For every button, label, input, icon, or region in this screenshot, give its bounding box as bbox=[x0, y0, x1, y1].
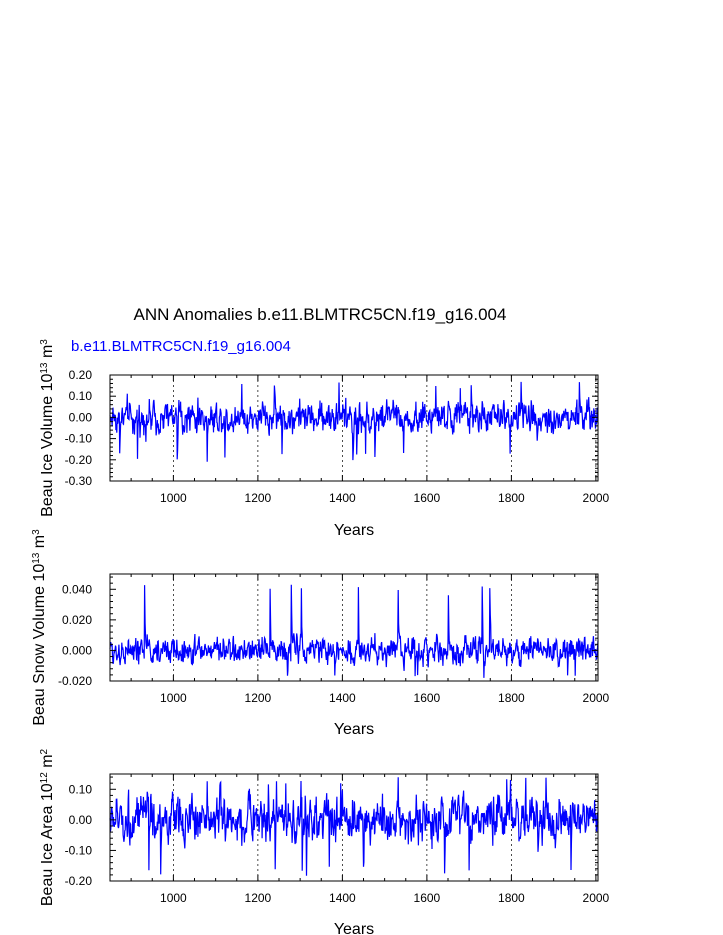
series-line bbox=[110, 382, 598, 462]
x-tick-label: 1800 bbox=[498, 491, 525, 505]
y-tick-label: 0.10 bbox=[68, 389, 92, 404]
y-axis-title: Beau Ice Volume $10^{13}$ $m^3$ bbox=[38, 339, 56, 517]
x-tick-label: 2000 bbox=[582, 891, 610, 905]
chart-title: ANN Anomalies b.e11.BLMTRC5CN.f19_g16.004 bbox=[133, 305, 507, 324]
x-tick-label: 1800 bbox=[498, 891, 525, 905]
x-tick-label: 1000 bbox=[160, 891, 187, 905]
x-tick-label: 2000 bbox=[582, 691, 610, 705]
y-tick-label: 0.10 bbox=[68, 782, 92, 797]
y-tick-label: 0.00 bbox=[68, 410, 92, 425]
y-axis-title: Beau Ice Area $10^{12}$ $m^2$ bbox=[38, 748, 56, 907]
x-tick-label: 1400 bbox=[329, 691, 356, 705]
y-tick-label: 0.20 bbox=[68, 368, 92, 382]
x-tick-label: 1600 bbox=[413, 691, 441, 705]
y-tick-label: 0.00 bbox=[68, 812, 92, 827]
x-tick-label: 1600 bbox=[413, 891, 441, 905]
panel-1 bbox=[39, 339, 610, 539]
x-axis-title: Years bbox=[333, 921, 375, 935]
x-tick-label: 1200 bbox=[244, 891, 272, 905]
series-line bbox=[110, 777, 598, 876]
y-tick-label: -0.10 bbox=[64, 431, 92, 446]
y-tick-label: -0.30 bbox=[64, 474, 92, 488]
x-axis-title: Years bbox=[333, 721, 375, 738]
x-tick-label: 1600 bbox=[413, 491, 441, 505]
y-tick-label: 0.020 bbox=[61, 612, 92, 627]
y-tick-label: 0.040 bbox=[61, 582, 92, 597]
y-tick-label: -0.20 bbox=[64, 874, 92, 888]
series-subtitle: b.e11.BLMTRC5CN.f19_g16.004 bbox=[71, 338, 291, 355]
panel-3 bbox=[39, 748, 610, 935]
x-tick-label: 1800 bbox=[498, 691, 525, 705]
y-tick-label: -0.20 bbox=[64, 452, 92, 467]
y-tick-label: -0.10 bbox=[64, 843, 92, 858]
y-tick-label: 0.000 bbox=[61, 643, 92, 658]
panel-2 bbox=[31, 529, 610, 738]
x-tick-label: 1400 bbox=[329, 491, 356, 505]
x-tick-label: 1400 bbox=[329, 891, 356, 905]
x-axis-title: Years bbox=[333, 522, 375, 539]
y-tick-label: -0.020 bbox=[57, 674, 92, 688]
x-tick-label: 1000 bbox=[160, 491, 187, 505]
series-line bbox=[110, 585, 598, 678]
x-tick-label: 1200 bbox=[244, 491, 272, 505]
x-tick-label: 2000 bbox=[582, 491, 610, 505]
x-tick-label: 1200 bbox=[244, 691, 272, 705]
x-tick-label: 1000 bbox=[160, 691, 187, 705]
y-axis-title: Beau Snow Volume $10^{13}$ $m^3$ bbox=[30, 529, 48, 726]
